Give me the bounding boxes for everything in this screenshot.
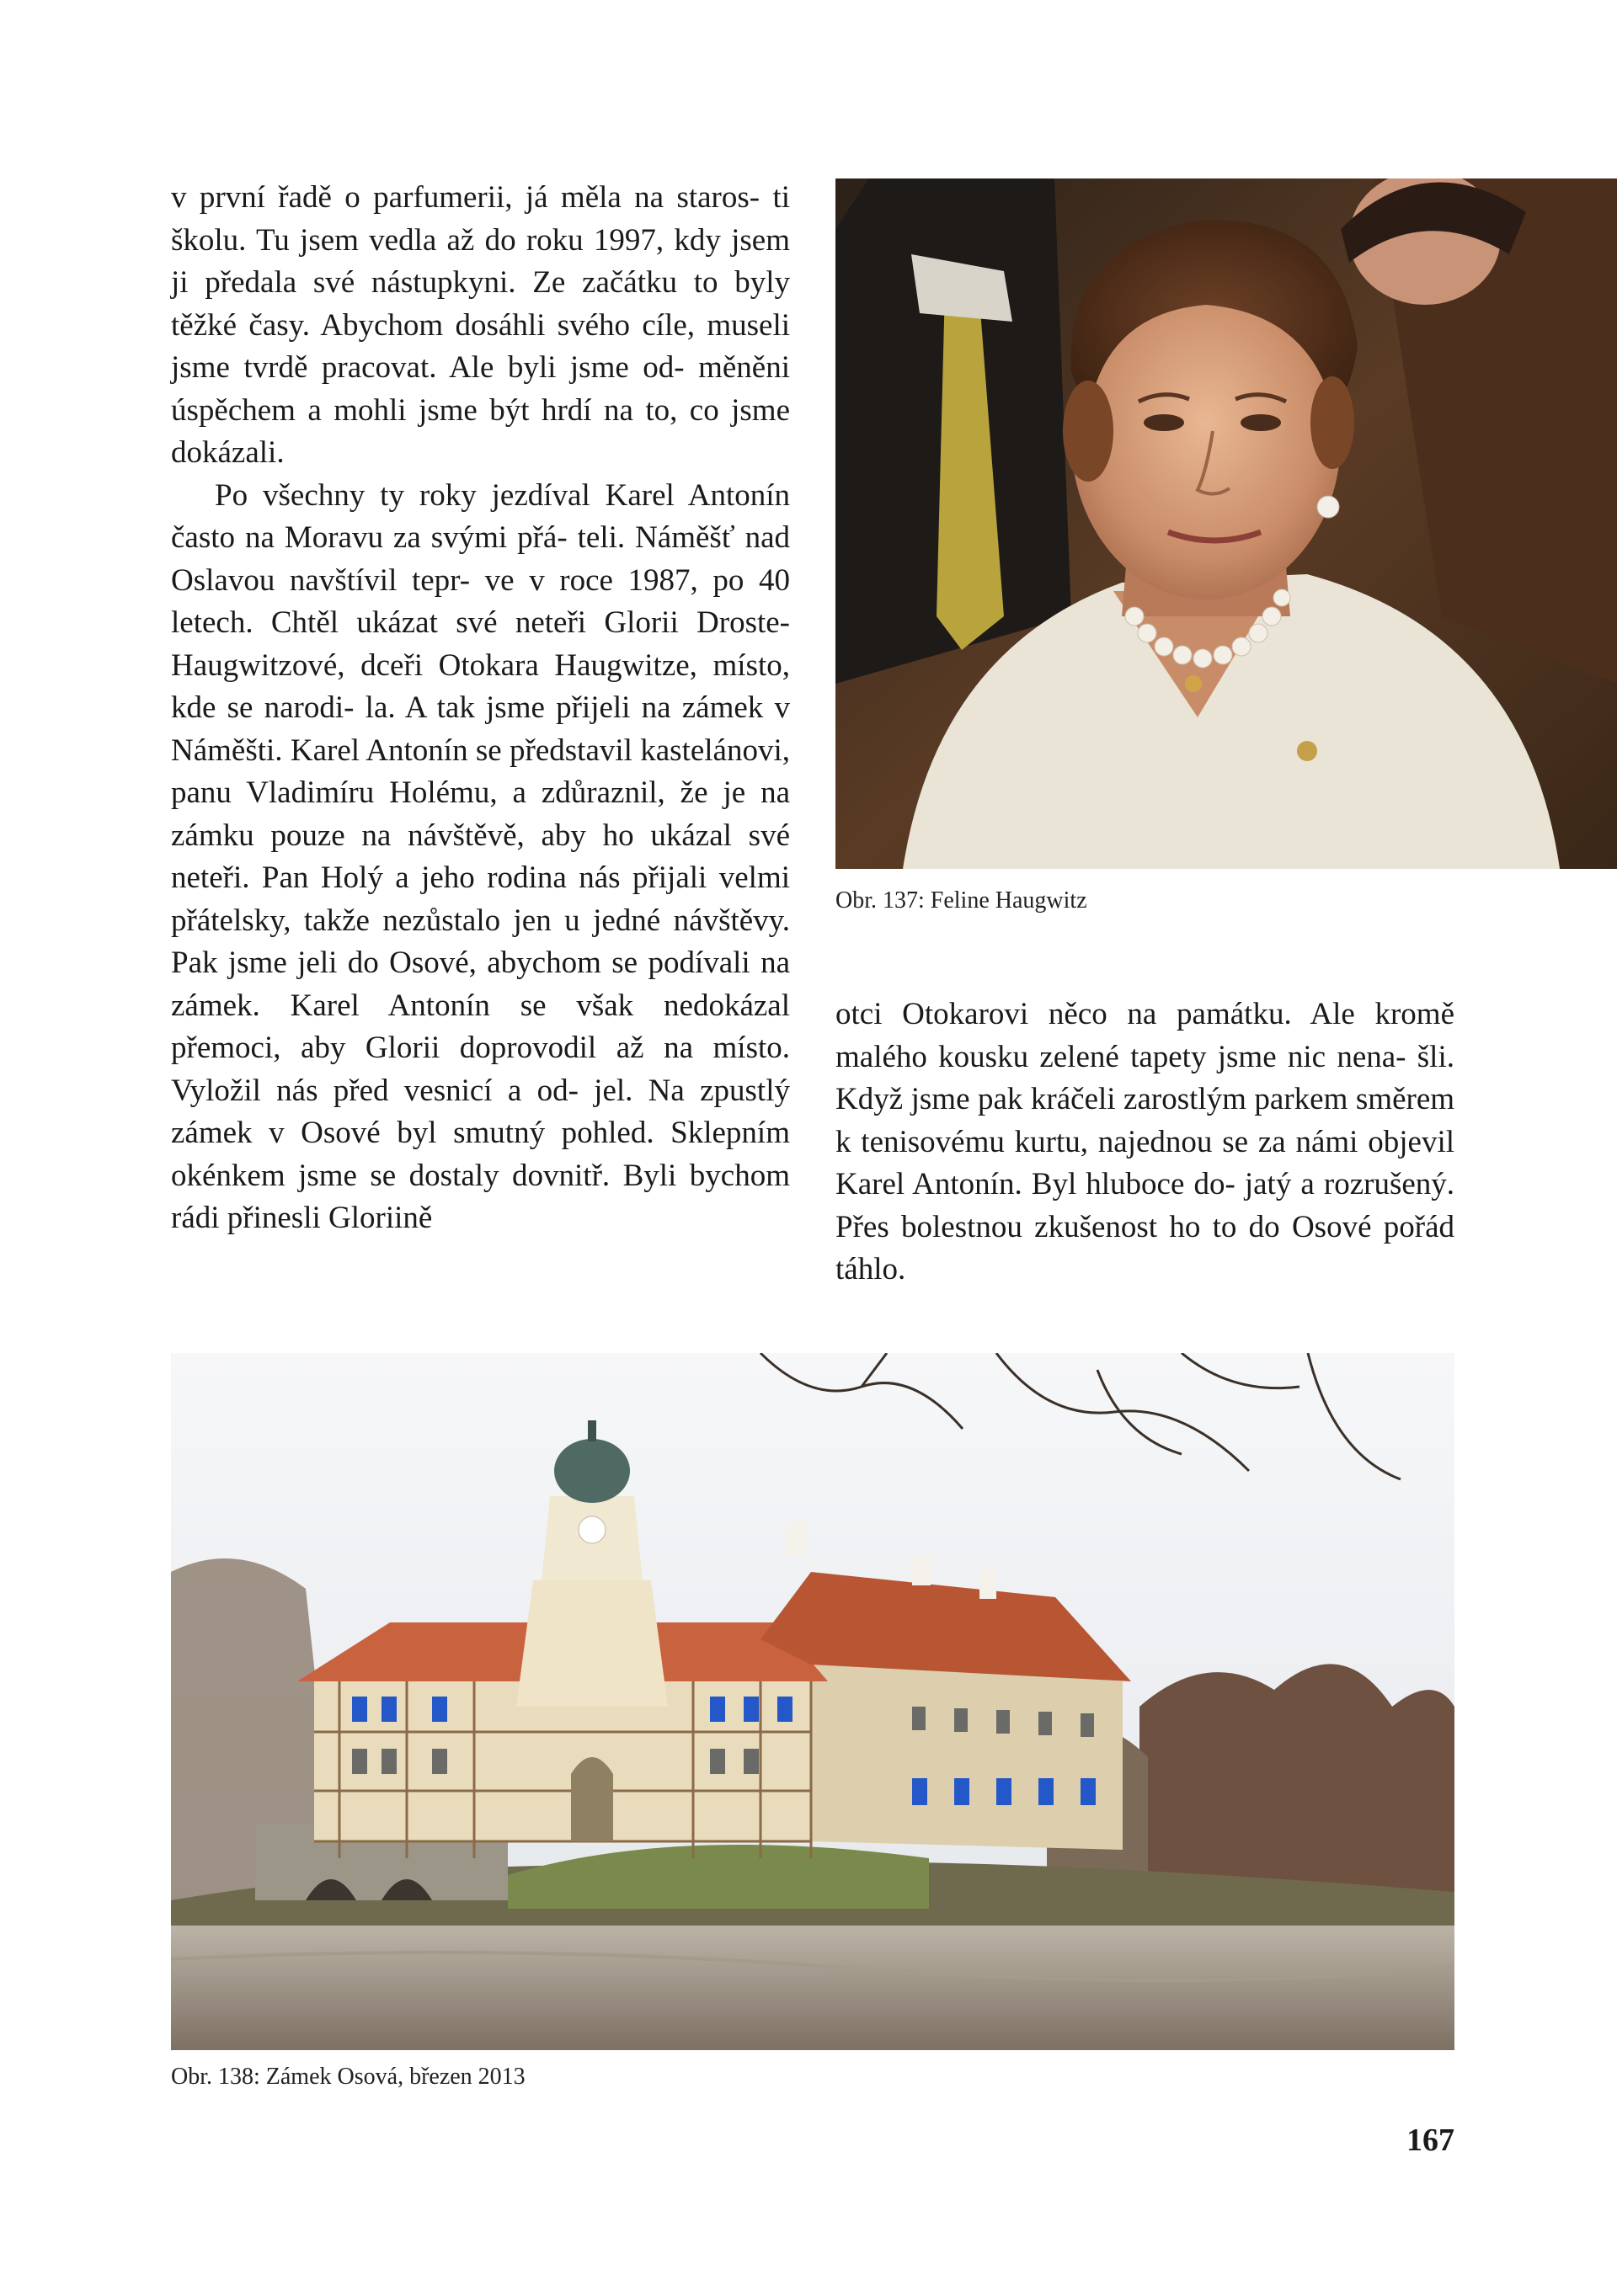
page-number: 167: [1406, 2123, 1454, 2158]
castle-illustration: [171, 1353, 1454, 2050]
paragraph-1: v první řadě o parfumerii, já měla na staros- ti školu. Tu jsem vedla až do roku 1997, kdy jsem ji předala své nástupkyni. Ze začátku to byly těžké časy. Abychom dosáhli svého cíle, museli jsme tvrdě pracovat. Ale byli jsme od- měněni úspěchem a mohli jsme být hrdí na to, co jsme dokázali.: [171, 180, 791, 470]
portrait-photo: [835, 178, 1617, 869]
portrait-illustration: [835, 178, 1617, 869]
castle-caption: Obr. 138: Zámek Osová, březen 2013: [171, 2064, 526, 2090]
right-text-column: [835, 994, 1454, 1292]
portrait-caption: Obr. 137: Feline Haugwitz: [835, 887, 1087, 914]
castle-photo: [171, 1353, 1454, 2050]
left-text-column: [171, 177, 790, 1240]
paragraph-2: Po všechny ty roky jezdíval Karel Antonín často na Moravu za svými přá- teli. Náměšť nad Oslavou navštívil tepr- ve v roce 1987, po 40 letech. Chtěl ukázat své neteři Glorii Droste-Haugwitzové, dceři Otokara Haugwitze, místo, kde se narodi- la. A tak jsme přijeli na zámek v Náměšti. Karel Antonín se představil kastelánovi, panu Vladimíru Holému, a zdůraznil, že je na zámku pouze na návštěvě, aby ho ukázal své neteři. Pan Holý a jeho rodina nás přijali velmi přátelsky, takže nezůstalo jen u jedné návštěvy. Pak jsme jeli do Osové, abychom se podívali na zámek. Karel Antonín se však nedokázal přemoci, aby Glorii doprovodil až na místo. Vyložil nás před vesnicí a od- jel. Na zpustlý zámek v Osové byl smutný pohled. Sklepním okénkem jsme se dostaly dovnitř. Byli bychom rádi přinesli Gloriině: [171, 477, 791, 1235]
paragraph-3: otci Otokarovi něco na památku. Ale kromě malého kousku zelené tapety jsme nic nena- šli. Když jsme pak kráčeli zarostlým parkem směrem k tenisovému kurtu, najednou se za námi objevil Karel Antonín. Byl hluboce do- jatý a rozrušený. Přes bolestnou zkušenost ho to do Osové pořád táhlo.: [835, 997, 1455, 1287]
